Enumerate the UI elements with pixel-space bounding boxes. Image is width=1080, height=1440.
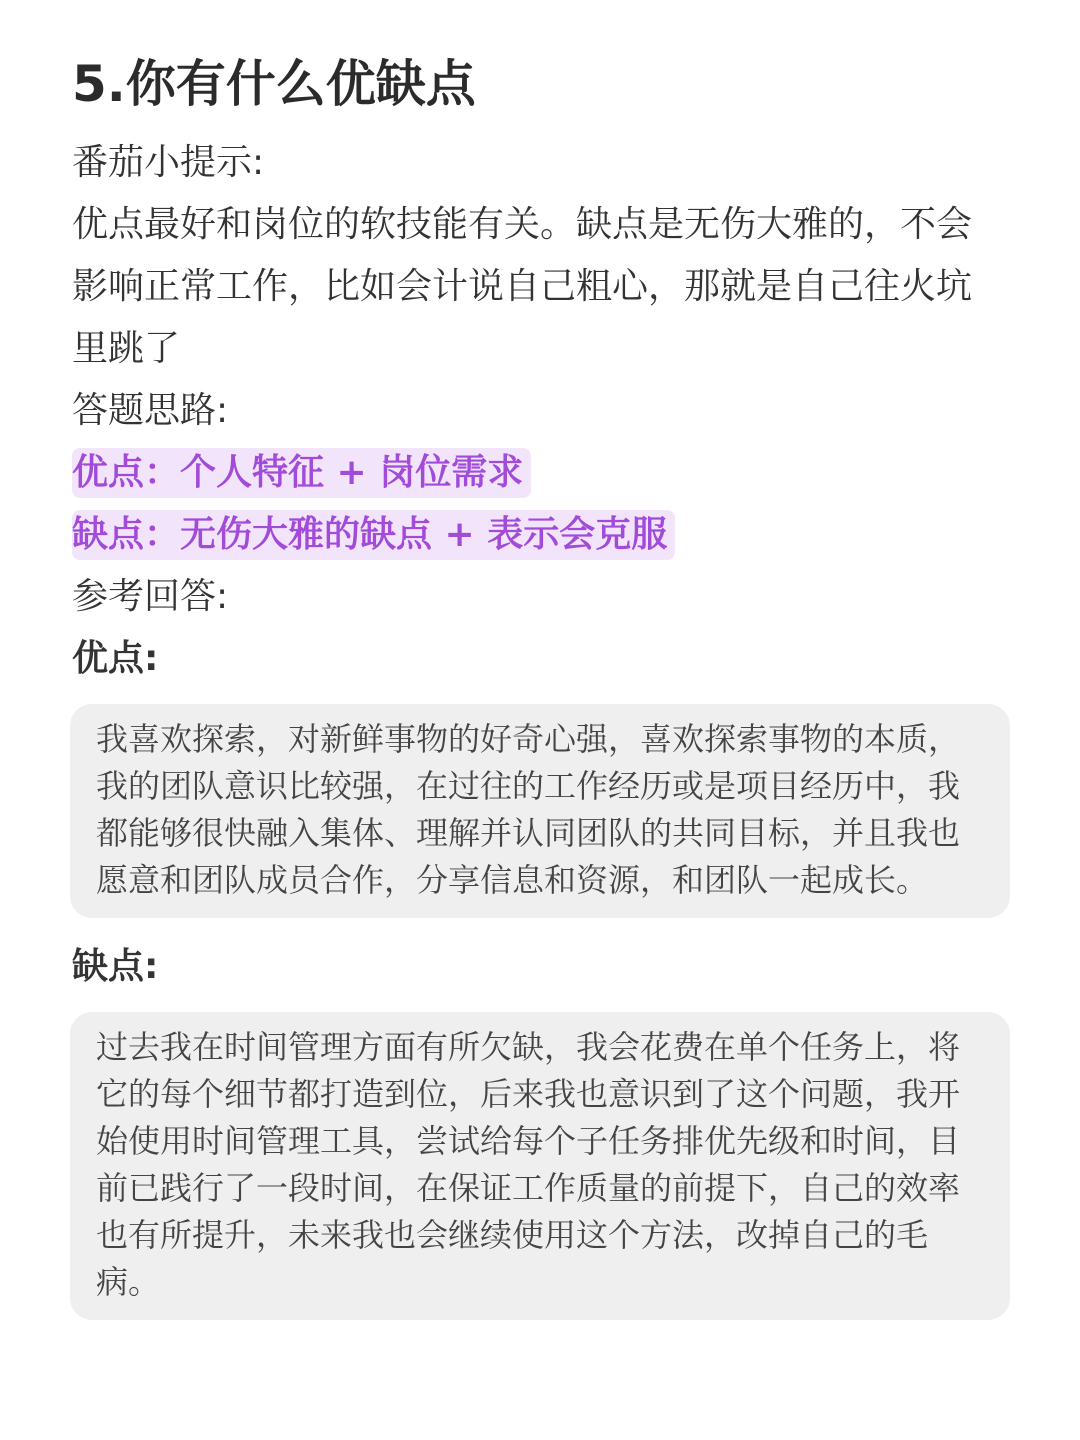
strength-formula-row — [72, 442, 1012, 504]
weakness-answer-box: 过去我在时间管理方面有所欠缺，我会花费在单个任务上，将它的每个细节都打造到位，后来我也意识到了这个问题，我开始使用时间管理工具，尝试给每个子任务排优先级和时间，目前已践行了一段时间，在保证工作质量的前提下，自己的效率也有所提升，未来我也会继续使用这个方法，改掉自己的毛病。 — [70, 1012, 1010, 1320]
weakness-formula: 缺点：无伤大雅的缺点 + 表示会克服 — [72, 510, 675, 560]
approach-label: 答题思路: — [72, 390, 229, 431]
weakness-heading: 缺点: — [72, 946, 159, 987]
tip-text: 优点最好和岗位的软技能有关。缺点是无伤大雅的，不会影响正常工作，比如会计说自己粗心，那就是自己往火坑里跳了 — [72, 204, 973, 369]
tip-label: 番茄小提示: — [72, 142, 265, 183]
reference-label: 参考回答: — [72, 576, 229, 617]
strength-heading: 优点: — [72, 638, 159, 679]
strength-answer-box: 我喜欢探索，对新鲜事物的好奇心强，喜欢探索事物的本质，我的团队意识比较强，在过往的工作经历或是项目经历中，我都能够很快融入集体、理解并认同团队的共同目标，并且我也愿意和团队成员合作，分享信息和资源，和团队一起成长。 — [70, 704, 1010, 918]
article — [72, 48, 1012, 1320]
weakness-formula-row — [72, 504, 1012, 566]
strength-formula: 优点：个人特征 + 岗位需求 — [72, 448, 531, 498]
page-title: 5.你有什么优缺点 — [72, 55, 476, 113]
